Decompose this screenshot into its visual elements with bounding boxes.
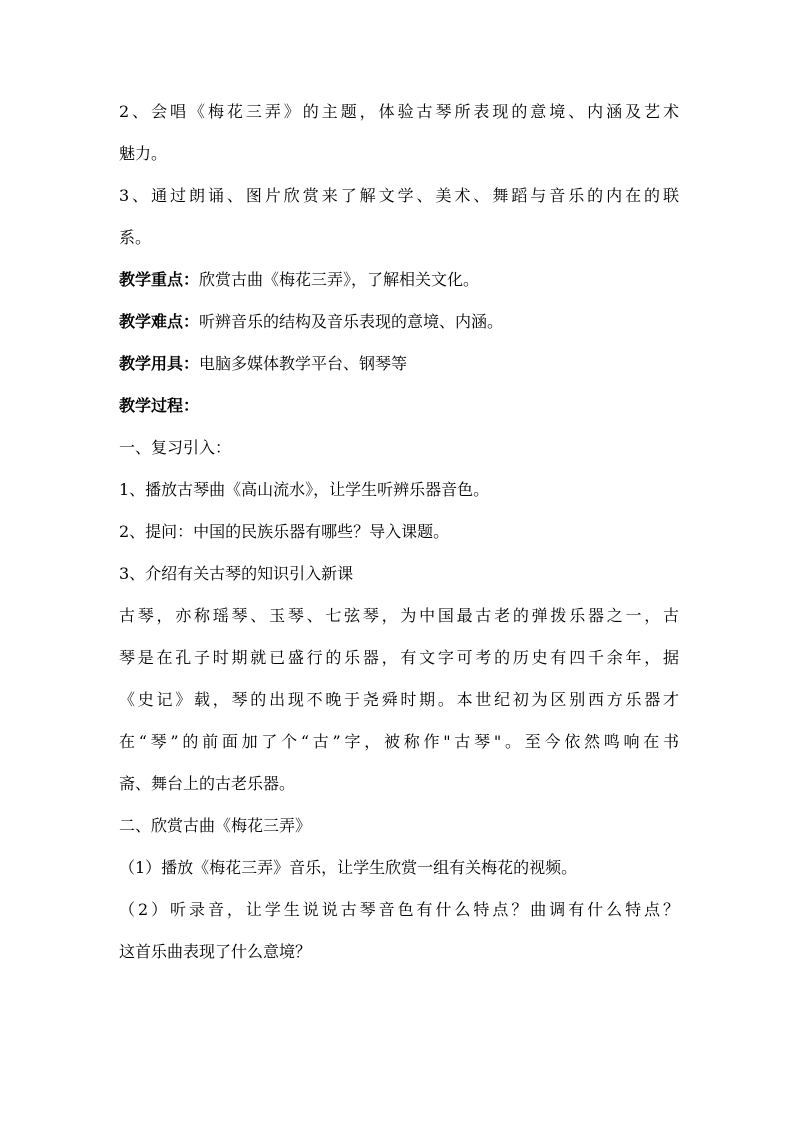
guqin-paragraph-line-2: 琴是在孔子时期就已盛行的乐器，有文字可考的历史有四千余年，据 (119, 648, 679, 667)
objective-2-line-1: 2、会唱《梅花三弄》的主题，体验古琴所表现的意境、内涵及艺术 (119, 102, 679, 121)
section1-item-2: 2、提问：中国的民族乐器有哪些？导入课题。 (119, 522, 450, 541)
difficult-point-text: 听辨音乐的结构及音乐表现的意境、内涵。 (199, 312, 504, 331)
teaching-tools-label: 教学用具： (119, 354, 200, 373)
key-point-label: 教学重点： (119, 270, 200, 289)
teaching-tools-text: 电脑多媒体教学平台、钢琴等 (199, 354, 408, 373)
objective-3-line-2: 系。 (119, 228, 152, 247)
section1-item-3: 3、介绍有关古琴的知识引入新课 (119, 564, 354, 583)
guqin-paragraph-line-5: 斋、舞台上的古老乐器。 (119, 774, 296, 793)
section2-item-1: （1）播放《梅花三弄》音乐，让学生欣赏一组有关梅花的视频。 (119, 858, 578, 877)
objective-2-line-2: 魅力。 (119, 144, 168, 163)
section2-item-2-line-1: （2）听录音，让学生说说古琴音色有什么特点？曲调有什么特点？ (119, 900, 679, 919)
guqin-paragraph-line-3: 《史记》载，琴的出现不晚于尧舜时期。本世纪初为区别西方乐器才 (119, 690, 679, 709)
objective-3-line-1: 3、通过朗诵、图片欣赏来了解文学、美术、舞蹈与音乐的内在的联 (119, 186, 679, 205)
key-point-text: 欣赏古曲《梅花三弄》，了解相关文化。 (199, 270, 480, 289)
key-point (119, 270, 679, 289)
document-body (119, 102, 679, 984)
section1-heading: 一、复习引入： (119, 438, 232, 457)
section2-item-2-line-2: 这首乐曲表现了什么意境？ (119, 942, 312, 961)
section1-item-1: 1、播放古琴曲《高山流水》，让学生听辨乐器音色。 (119, 480, 490, 499)
teaching-tools (119, 354, 679, 373)
section2-heading: 二、欣赏古曲《梅花三弄》 (119, 816, 312, 835)
guqin-paragraph-line-4: 在“琴”的前面加了个“古”字，被称作"古琴"。至今依然鸣响在书 (119, 732, 679, 751)
process-heading: 教学过程： (119, 396, 200, 415)
guqin-paragraph-line-1: 古琴，亦称瑶琴、玉琴、七弦琴，为中国最古老的弹拨乐器之一，古 (119, 606, 679, 625)
difficult-point-label: 教学难点： (119, 312, 200, 331)
difficult-point (119, 312, 679, 331)
